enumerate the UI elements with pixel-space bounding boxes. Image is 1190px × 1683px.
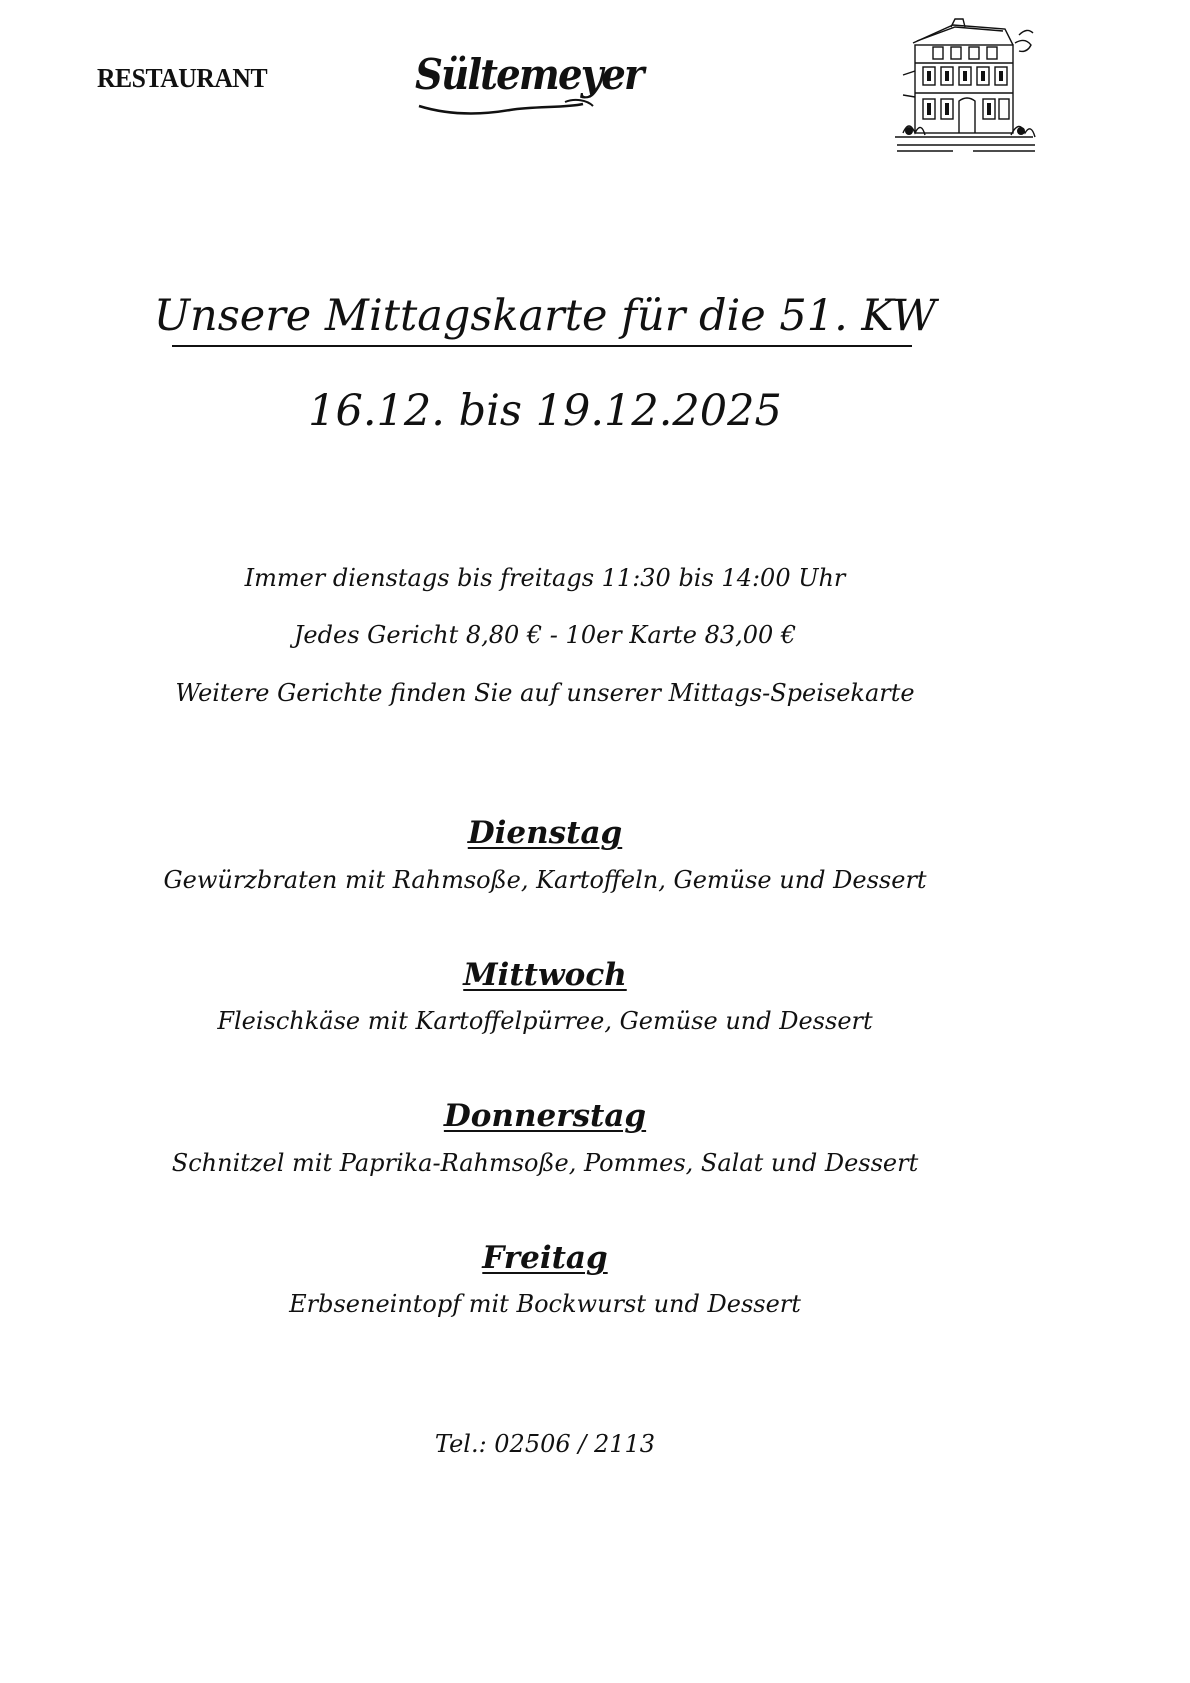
dish-friday: Erbseneintopf mit Bockwurst und Dessert bbox=[289, 1290, 801, 1318]
opening-hours: Immer dienstags bis freitags 11:30 bis 14:00 Uhr bbox=[244, 564, 846, 592]
page-title: Unsere Mittagskarte für die 51. KW bbox=[153, 291, 937, 341]
brand-name: Sültemeyer bbox=[415, 50, 643, 99]
day-heading-thursday bbox=[0, 1098, 1090, 1134]
day-label: Mittwoch bbox=[463, 957, 627, 993]
day-label: Freitag bbox=[482, 1240, 608, 1276]
day-heading-friday bbox=[0, 1240, 1090, 1276]
date-range: 16.12. bis 19.12.2025 bbox=[308, 386, 782, 436]
day-label: Donnerstag bbox=[443, 1098, 647, 1134]
restaurant-label: RESTAURANT bbox=[97, 63, 268, 93]
dish-wednesday: Fleischkäse mit Kartoffelpürree, Gemüse und Dessert bbox=[217, 1007, 873, 1035]
brand-logo bbox=[415, 50, 643, 120]
day-label: Dienstag bbox=[467, 815, 623, 851]
building-sketch-icon bbox=[893, 15, 1038, 157]
dish-tuesday: Gewürzbraten mit Rahmsoße, Kartoffeln, Gemüse und Dessert bbox=[163, 866, 927, 894]
dish-thursday: Schnitzel mit Paprika-Rahmsoße, Pommes, Salat und Dessert bbox=[171, 1149, 919, 1177]
day-heading-wednesday bbox=[0, 957, 1090, 993]
phone-number: Tel.: 02506 / 2113 bbox=[434, 1430, 656, 1458]
day-heading-tuesday bbox=[0, 815, 1090, 851]
brand-flourish-icon bbox=[415, 50, 610, 120]
title-underline bbox=[172, 345, 912, 347]
more-dishes-note: Weitere Gerichte finden Sie auf unserer Mittags-Speisekarte bbox=[175, 679, 915, 707]
price-info: Jedes Gericht 8,80 € - 10er Karte 83,00 € bbox=[293, 621, 797, 649]
